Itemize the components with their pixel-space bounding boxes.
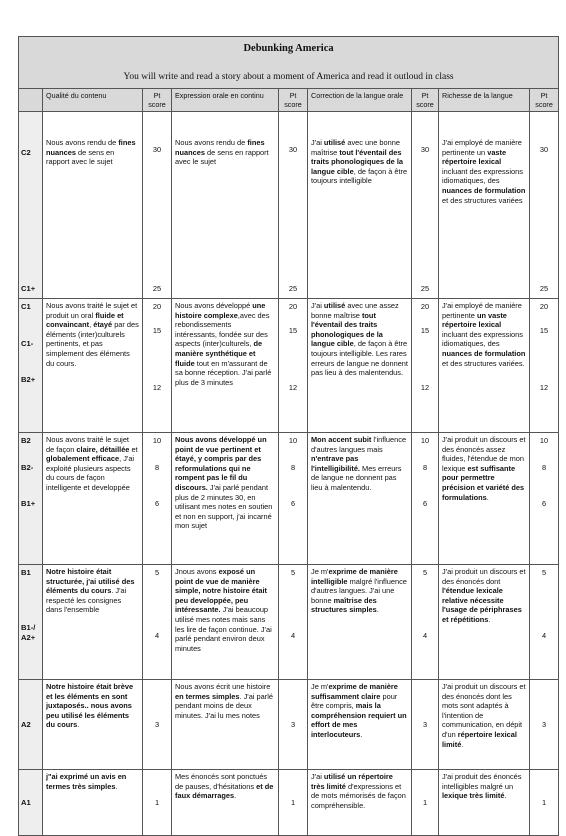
level-cell-c2 xyxy=(19,112,43,299)
text-run: d'expressions et de mots mémorisés de façon compréhensible. xyxy=(311,781,406,810)
score-value: 8 xyxy=(154,463,160,472)
score-label: score xyxy=(284,100,302,109)
score-value: 25 xyxy=(420,284,430,294)
header-richesse: Richesse de la langue xyxy=(439,89,530,112)
richesse-text xyxy=(439,565,530,680)
score-value: 20 xyxy=(152,302,162,311)
text-run-bold: un vaste répertoire lexical xyxy=(442,310,507,330)
score-cell xyxy=(530,299,559,433)
text-run-bold: n'entrave pas l'intelligibilité. xyxy=(311,454,360,473)
text-run: . xyxy=(486,492,489,502)
text-run: et des structures variées xyxy=(442,195,523,205)
text-run: . J'ai parlé pendant moins de deux minutes. J'ai lu mes notes xyxy=(175,691,273,720)
score-value: 10 xyxy=(539,436,549,445)
level-cell-a1 xyxy=(19,770,43,836)
text-run-bold: tout l'éventail des traits phonologiques de la langue cible xyxy=(311,147,403,176)
qualite-text xyxy=(43,680,143,770)
score-cell xyxy=(530,680,559,770)
level-label: C1+ xyxy=(21,284,36,294)
score-value: 20 xyxy=(539,302,549,311)
score-value: 12 xyxy=(288,383,298,392)
score-value: 3 xyxy=(154,719,160,729)
score-value: 6 xyxy=(541,499,547,508)
score-cell xyxy=(530,112,559,299)
level-cell-c1 xyxy=(19,299,43,433)
score-value: 20 xyxy=(420,302,430,311)
expression-text xyxy=(172,433,279,565)
text-run-bold: et de faux démarrages xyxy=(175,781,274,801)
text-run: de sens en rapport avec le sujet xyxy=(46,147,115,167)
text-run: . xyxy=(504,791,507,801)
text-run: , de façon à être toujours intelligible xyxy=(311,166,408,186)
score-value: 4 xyxy=(541,631,547,640)
level-label: A1 xyxy=(21,797,31,807)
row-b1 xyxy=(19,565,559,680)
text-run: , xyxy=(89,320,94,330)
text-run: . xyxy=(115,781,118,791)
qualite-text xyxy=(43,299,143,433)
column-header-row xyxy=(19,89,559,112)
pt-label: Pt xyxy=(289,91,297,100)
score-value: 8 xyxy=(290,463,296,472)
qualite-text xyxy=(43,770,143,836)
score-value: 30 xyxy=(539,145,549,154)
row-a1 xyxy=(19,770,559,836)
header-correction: Correction de la langue orale xyxy=(308,89,412,112)
score-value: 25 xyxy=(288,284,298,294)
expression-text xyxy=(172,770,279,836)
pt-label: Pt xyxy=(153,91,161,100)
score-cell xyxy=(143,680,172,770)
text-run-bold: exprime de manière intelligible xyxy=(311,567,398,586)
text-run: ,avec des rebondissements intéressants, fondée sur des aspects (inter)culturels, xyxy=(175,310,270,349)
text-run: Nous avons traité le sujet et produit un oral xyxy=(46,301,138,320)
expression-text xyxy=(172,565,279,680)
score-value: 25 xyxy=(152,284,162,294)
score-cell xyxy=(530,770,559,836)
text-run: avec une bonne maîtrise xyxy=(311,138,400,157)
level-label: B2- xyxy=(21,463,34,472)
correction-text xyxy=(308,770,412,836)
score-value: 10 xyxy=(420,436,430,445)
text-run: Je m' xyxy=(311,682,329,691)
qualite-text xyxy=(43,565,143,680)
text-run: et xyxy=(129,444,138,454)
text-run-bold: utilisé un répertoire très limité xyxy=(311,772,393,791)
score-value: 6 xyxy=(154,499,160,508)
text-run: l'influence d'autres langues mais xyxy=(311,435,407,454)
page-subtitle: You will write and read a story about a moment of America and read it outloud in class xyxy=(123,72,454,82)
text-run-bold: j"ai exprimé un avis en termes très simples xyxy=(46,772,127,791)
text-run: . xyxy=(77,720,80,730)
text-run: Nous avons développé xyxy=(175,301,253,310)
text-run: . xyxy=(376,605,379,615)
text-run: J'ai beaucoup utilisé mes notes mais sans les lire de façon continue. J'ai parlé pendant environ deux minutes xyxy=(175,605,272,653)
header-expression: Expression orale en continu xyxy=(172,89,279,112)
text-run-bold: fines nuances xyxy=(46,138,136,157)
text-run: avec une assez bonne maîtrise xyxy=(311,301,399,320)
score-cell xyxy=(279,299,308,433)
expression-text xyxy=(172,112,279,299)
score-value: 6 xyxy=(290,499,296,508)
score-value: 8 xyxy=(541,463,547,472)
score-value: 3 xyxy=(541,719,547,729)
score-value: 1 xyxy=(422,797,428,807)
score-value: 12 xyxy=(420,383,430,392)
score-cell xyxy=(279,565,308,680)
level-label: C1 xyxy=(21,302,31,311)
score-value: 4 xyxy=(422,631,428,640)
score-value: 30 xyxy=(152,145,162,154)
level-label: B2 xyxy=(21,436,31,445)
correction-text xyxy=(308,680,412,770)
text-run: J'ai xyxy=(311,301,324,310)
correction-text xyxy=(308,565,412,680)
text-run-bold: mais la compréhension requiert un effort de mes interlocuteurs xyxy=(311,701,407,739)
score-label: score xyxy=(148,100,166,109)
text-run: par des éléments (inter)culturels pertinents, et pas simplement des éléments du cours. xyxy=(46,320,139,368)
rubric-table xyxy=(18,36,559,836)
header-pt-score-3 xyxy=(412,89,439,112)
text-run-bold: Notre histoire était structurée, j'ai utilisé des éléments du cours xyxy=(46,567,135,596)
header-cell xyxy=(19,37,559,89)
score-cell xyxy=(279,433,308,565)
score-value: 20 xyxy=(288,302,298,311)
score-value: 15 xyxy=(288,326,298,335)
score-cell xyxy=(143,299,172,433)
text-run-bold: Mon accent subit xyxy=(311,435,372,444)
level-label: B1+ xyxy=(21,499,36,508)
text-run-bold: Notre histoire était brève et les éléments en sont juxtaposés.. nous avons peu utilisé les éléments du cours xyxy=(46,682,134,730)
score-value: 6 xyxy=(422,499,428,508)
text-run-bold: exposé un point de vue de manière simple, notre histoire était peu developpée, peu intéressante. xyxy=(175,567,267,615)
score-value: 25 xyxy=(539,284,549,294)
text-run: Nous avons rendu de xyxy=(175,138,248,147)
text-run: Nous avons rendu de xyxy=(46,138,119,147)
score-value: 4 xyxy=(154,631,160,640)
score-value: 8 xyxy=(422,463,428,472)
text-run: de sens en rapport avec le sujet xyxy=(175,147,269,167)
row-a2 xyxy=(19,680,559,770)
text-run-bold: fluide et convaincant xyxy=(46,310,124,330)
text-run-bold: fines nuances xyxy=(175,138,265,157)
score-value: 12 xyxy=(539,383,549,392)
score-cell xyxy=(143,770,172,836)
row-c2 xyxy=(19,112,559,299)
rubric-sheet xyxy=(18,36,558,836)
score-value: 15 xyxy=(420,326,430,335)
text-run: J'ai xyxy=(311,772,324,781)
score-value: 10 xyxy=(152,436,162,445)
score-cell xyxy=(412,565,439,680)
text-run: . xyxy=(234,791,237,801)
text-run: Je m' xyxy=(311,567,329,576)
score-cell xyxy=(279,112,308,299)
text-run-bold: maîtrise des structures simples xyxy=(311,595,377,615)
richesse-text xyxy=(439,770,530,836)
pt-label: Pt xyxy=(540,91,548,100)
level-header xyxy=(19,89,43,112)
level-cell-b1 xyxy=(19,565,43,680)
score-cell xyxy=(412,299,439,433)
text-run: Mes erreurs de langue ne donnent pas lieu à malentendu. xyxy=(311,463,402,492)
level-label: B2+ xyxy=(21,375,36,384)
score-cell xyxy=(412,433,439,565)
text-run: et des structures variées. xyxy=(442,358,525,368)
score-value: 15 xyxy=(152,326,162,335)
text-run: incluant des expressions idiomatiques, des xyxy=(442,329,523,349)
text-run: J'ai produit un discours et des énoncés dont xyxy=(442,567,526,586)
expression-text xyxy=(172,680,279,770)
text-run: , de façon à être toujours intelligible. Les rares erreurs de langue ne donnent pas lieu à des malentendus. xyxy=(311,339,408,378)
text-run: Mes énoncés sont ponctués de pauses, d'hésitations xyxy=(175,772,268,791)
score-value: 12 xyxy=(152,383,162,392)
row-c1 xyxy=(19,299,559,433)
qualite-text xyxy=(43,112,143,299)
score-value: 5 xyxy=(290,568,296,577)
text-run: J'ai xyxy=(311,138,324,147)
text-run-bold: exprime de manière suffisamment claire xyxy=(311,682,398,701)
score-value: 30 xyxy=(288,145,298,154)
score-value: 1 xyxy=(541,797,547,807)
score-cell xyxy=(530,565,559,680)
text-run-bold: de manière synthétique et fluide xyxy=(175,339,263,368)
score-value: 3 xyxy=(422,719,428,729)
score-cell xyxy=(279,770,308,836)
text-run-bold: en termes simples xyxy=(175,691,240,701)
score-cell xyxy=(143,565,172,680)
header-pt-score-2 xyxy=(279,89,308,112)
expression-text xyxy=(172,299,279,433)
correction-text xyxy=(308,299,412,433)
header-pt-score-4 xyxy=(530,89,559,112)
score-cell xyxy=(530,433,559,565)
pt-label: Pt xyxy=(421,91,429,100)
score-label: score xyxy=(416,100,434,109)
text-run: J'ai employé de manière pertinente xyxy=(442,301,522,320)
correction-text xyxy=(308,433,412,565)
text-run-bold: l'étendue lexicale relative nécessite l'usage de périphrases et répétitions xyxy=(442,586,522,624)
text-run: . J'ai respecté les consignes dans l'ensemble xyxy=(46,586,127,615)
text-run-bold: étayé xyxy=(93,320,113,330)
score-cell xyxy=(412,680,439,770)
score-label: score xyxy=(535,100,553,109)
text-run: . xyxy=(461,739,464,749)
title-row xyxy=(19,37,559,89)
text-run: . xyxy=(360,729,363,739)
text-run-bold: Nous avons développé un point de vue pertinent et étayé, y compris par des reformulations qui ne rompent pas le fil du discours. xyxy=(175,435,267,492)
score-value: 5 xyxy=(154,568,160,577)
score-value: 10 xyxy=(288,436,298,445)
text-run-bold: vaste répertoire lexical xyxy=(442,147,507,167)
score-value: 5 xyxy=(541,568,547,577)
score-cell xyxy=(143,433,172,565)
text-run-bold: nuances de formulation xyxy=(442,185,526,195)
text-run-bold: répertoire lexical limité xyxy=(442,729,517,749)
level-label: C1- xyxy=(21,339,34,348)
text-run-bold: une histoire complexe xyxy=(175,301,266,320)
score-cell xyxy=(279,680,308,770)
score-value: 5 xyxy=(422,568,428,577)
richesse-text xyxy=(439,299,530,433)
header-qualite: Qualité du contenu xyxy=(43,89,143,112)
level-label: C2 xyxy=(21,148,31,157)
score-cell xyxy=(412,112,439,299)
text-run: Nous avons traité le sujet de façon xyxy=(46,435,129,454)
score-value: 4 xyxy=(290,631,296,640)
score-cell xyxy=(143,112,172,299)
score-value: 15 xyxy=(539,326,549,335)
text-run: J'ai employé de manière pertinente un xyxy=(442,138,522,157)
text-run-bold: tout l'éventail des traits phonologiques de la langue cible xyxy=(311,310,383,349)
text-run-bold: lexique très limité xyxy=(442,791,505,801)
text-run: Nous avons écrit une histoire xyxy=(175,682,271,691)
richesse-text xyxy=(439,680,530,770)
text-run: malgré l'influence d'autres langues. J'ai une bonne xyxy=(311,576,407,605)
text-run: tout en m'assurant de sa bonne réception. J'ai parlé plus de 3 minutes xyxy=(175,358,272,387)
text-run: incluant des expressions idiomatiques, des xyxy=(442,166,523,186)
text-run: , J'ai exploité plusieurs aspects du cours de façon intelligente et developpée xyxy=(46,454,135,492)
header-pt-score-1 xyxy=(143,89,172,112)
text-run-bold: globalement efficace xyxy=(46,454,120,464)
text-run: J'ai produit un discours et des énoncés dont les mots sont adaptés à l'intention de communication, en dépit d'un xyxy=(442,682,526,739)
level-label: B1-/ A2+ xyxy=(21,623,36,642)
level-cell-b2 xyxy=(19,433,43,565)
score-value: 1 xyxy=(154,797,160,807)
qualite-text xyxy=(43,433,143,565)
text-run-bold: claire, détaillée xyxy=(76,444,130,454)
text-run: J'ai parlé pendant plus de 2 minutes 30, en utilisant mes notes en soutien et non en support, j'ai incarné mon sujet xyxy=(175,482,273,531)
text-run: Jnous avons xyxy=(175,567,219,576)
row-b2 xyxy=(19,433,559,565)
score-value: 3 xyxy=(290,719,296,729)
score-value: 30 xyxy=(420,145,430,154)
text-run-bold: nuances de formulation xyxy=(442,348,526,358)
richesse-text xyxy=(439,112,530,299)
text-run-bold: utilisé xyxy=(323,138,346,147)
text-run: . xyxy=(488,614,491,624)
text-run: pour être compris, xyxy=(311,691,398,711)
richesse-text xyxy=(439,433,530,565)
score-cell xyxy=(412,770,439,836)
text-run-bold: utilisé xyxy=(323,301,346,310)
score-value: 1 xyxy=(290,797,296,807)
level-label: B1 xyxy=(21,568,31,577)
level-cell-a2 xyxy=(19,680,43,770)
text-run: J'ai produit des énoncés intelligibles malgré un xyxy=(442,772,522,791)
level-label: A2 xyxy=(21,719,31,729)
page-title: Debunking America xyxy=(243,43,334,54)
text-run-bold: est suffisante pour permettre précision et variété des formulations xyxy=(442,463,525,502)
correction-text xyxy=(308,112,412,299)
text-run: J'ai produit un discours et des énoncés assez fluides, l'étendue de mon lexique xyxy=(442,435,526,473)
